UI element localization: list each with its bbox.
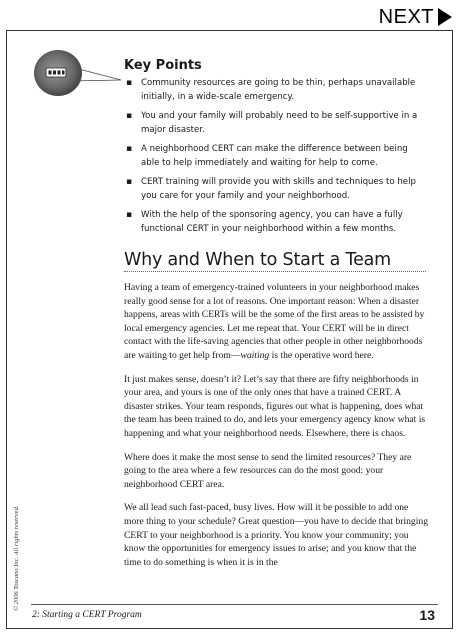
bullet-icon: ▪ bbox=[126, 177, 133, 187]
list-item bbox=[126, 110, 424, 137]
paragraph: Where does it make the most sense to send the limited resources? They are going to the area where a few resources can do the most good: your neighborhood CERT area. bbox=[124, 451, 412, 490]
footer-divider bbox=[31, 604, 438, 605]
key-points-heading: Key Points bbox=[124, 58, 202, 73]
key-point-text: You and your family will probably need to be self-supportive in a major disaster. bbox=[141, 111, 418, 135]
key-point-text: Community resources are going to be thin, perhaps unavailable initially, in a wide-scale emergency. bbox=[141, 78, 416, 102]
page-number: 13 bbox=[419, 607, 435, 623]
list-item bbox=[126, 77, 424, 104]
bullet-icon: ▪ bbox=[126, 210, 133, 220]
footer-chapter: 2: Starting a CERT Program bbox=[32, 610, 142, 620]
paragraph-text: Having a team of emergency-trained volunteers in your neighborhood makes really good sense for a lot of reasons. One important reason: When a disaster happens, areas with CERTs will be the some of the first areas to be assisted by local emergency agencies. Let me repeat that. Your CERT will be in direct contact with the life-saving agencies that other people in other neighborhoods are waiting to get help from— bbox=[124, 282, 425, 361]
list-item bbox=[126, 176, 424, 203]
key-point-text: A neighborhood CERT can make the difference between being able to help immediately and waiting for help to come. bbox=[141, 144, 408, 168]
page-frame bbox=[6, 30, 453, 629]
paragraph: It just makes sense, doesn’t it? Let’s say that there are fifty neighborhoods in your area, and yours is one of the only ones that have a trained CERT. A disaster strikes. Your team responds, figures out what is happening, does what the team has been trained to do, and lets your emergency agency know what is happening and what your neighborhood needs. Elsewhere, there is chaos. bbox=[124, 373, 426, 439]
paragraph bbox=[124, 281, 429, 363]
body-text bbox=[124, 281, 429, 579]
bullet-icon: ▪ bbox=[126, 111, 133, 121]
key-icon bbox=[33, 48, 123, 100]
section-title: Why and When to Start a Team bbox=[124, 250, 426, 272]
key-point-text: CERT training will provide you with skills and techniques to help you care for your family and your neighborhood. bbox=[141, 177, 416, 201]
paragraph: We all lead such fast-paced, busy lives. How will it be possible to add one more thing to your schedule? Great question—you have to decide that bringing CERT to your neighborhood is a priority. You know your community; you know the opportunities for emergency issues to arise; and you know that the time to do something is when it is in the bbox=[124, 502, 428, 568]
key-points-list bbox=[126, 77, 424, 242]
paragraph-tail: is the operative word here. bbox=[269, 349, 374, 361]
copyright-notice: © 2006 Toscano Inc. All rights reserved. bbox=[13, 505, 20, 611]
emphasis-word: waiting bbox=[240, 349, 270, 361]
key-point-text: With the help of the sponsoring agency, you can have a fully functional CERT in your neighborhood within a few months. bbox=[141, 210, 403, 234]
bullet-icon: ▪ bbox=[126, 144, 133, 154]
list-item bbox=[126, 143, 424, 170]
list-item bbox=[126, 209, 424, 236]
next-page-button[interactable] bbox=[379, 4, 452, 30]
bullet-icon: ▪ bbox=[126, 78, 133, 88]
next-arrow-icon bbox=[438, 8, 452, 26]
next-label: NEXT bbox=[378, 5, 434, 28]
